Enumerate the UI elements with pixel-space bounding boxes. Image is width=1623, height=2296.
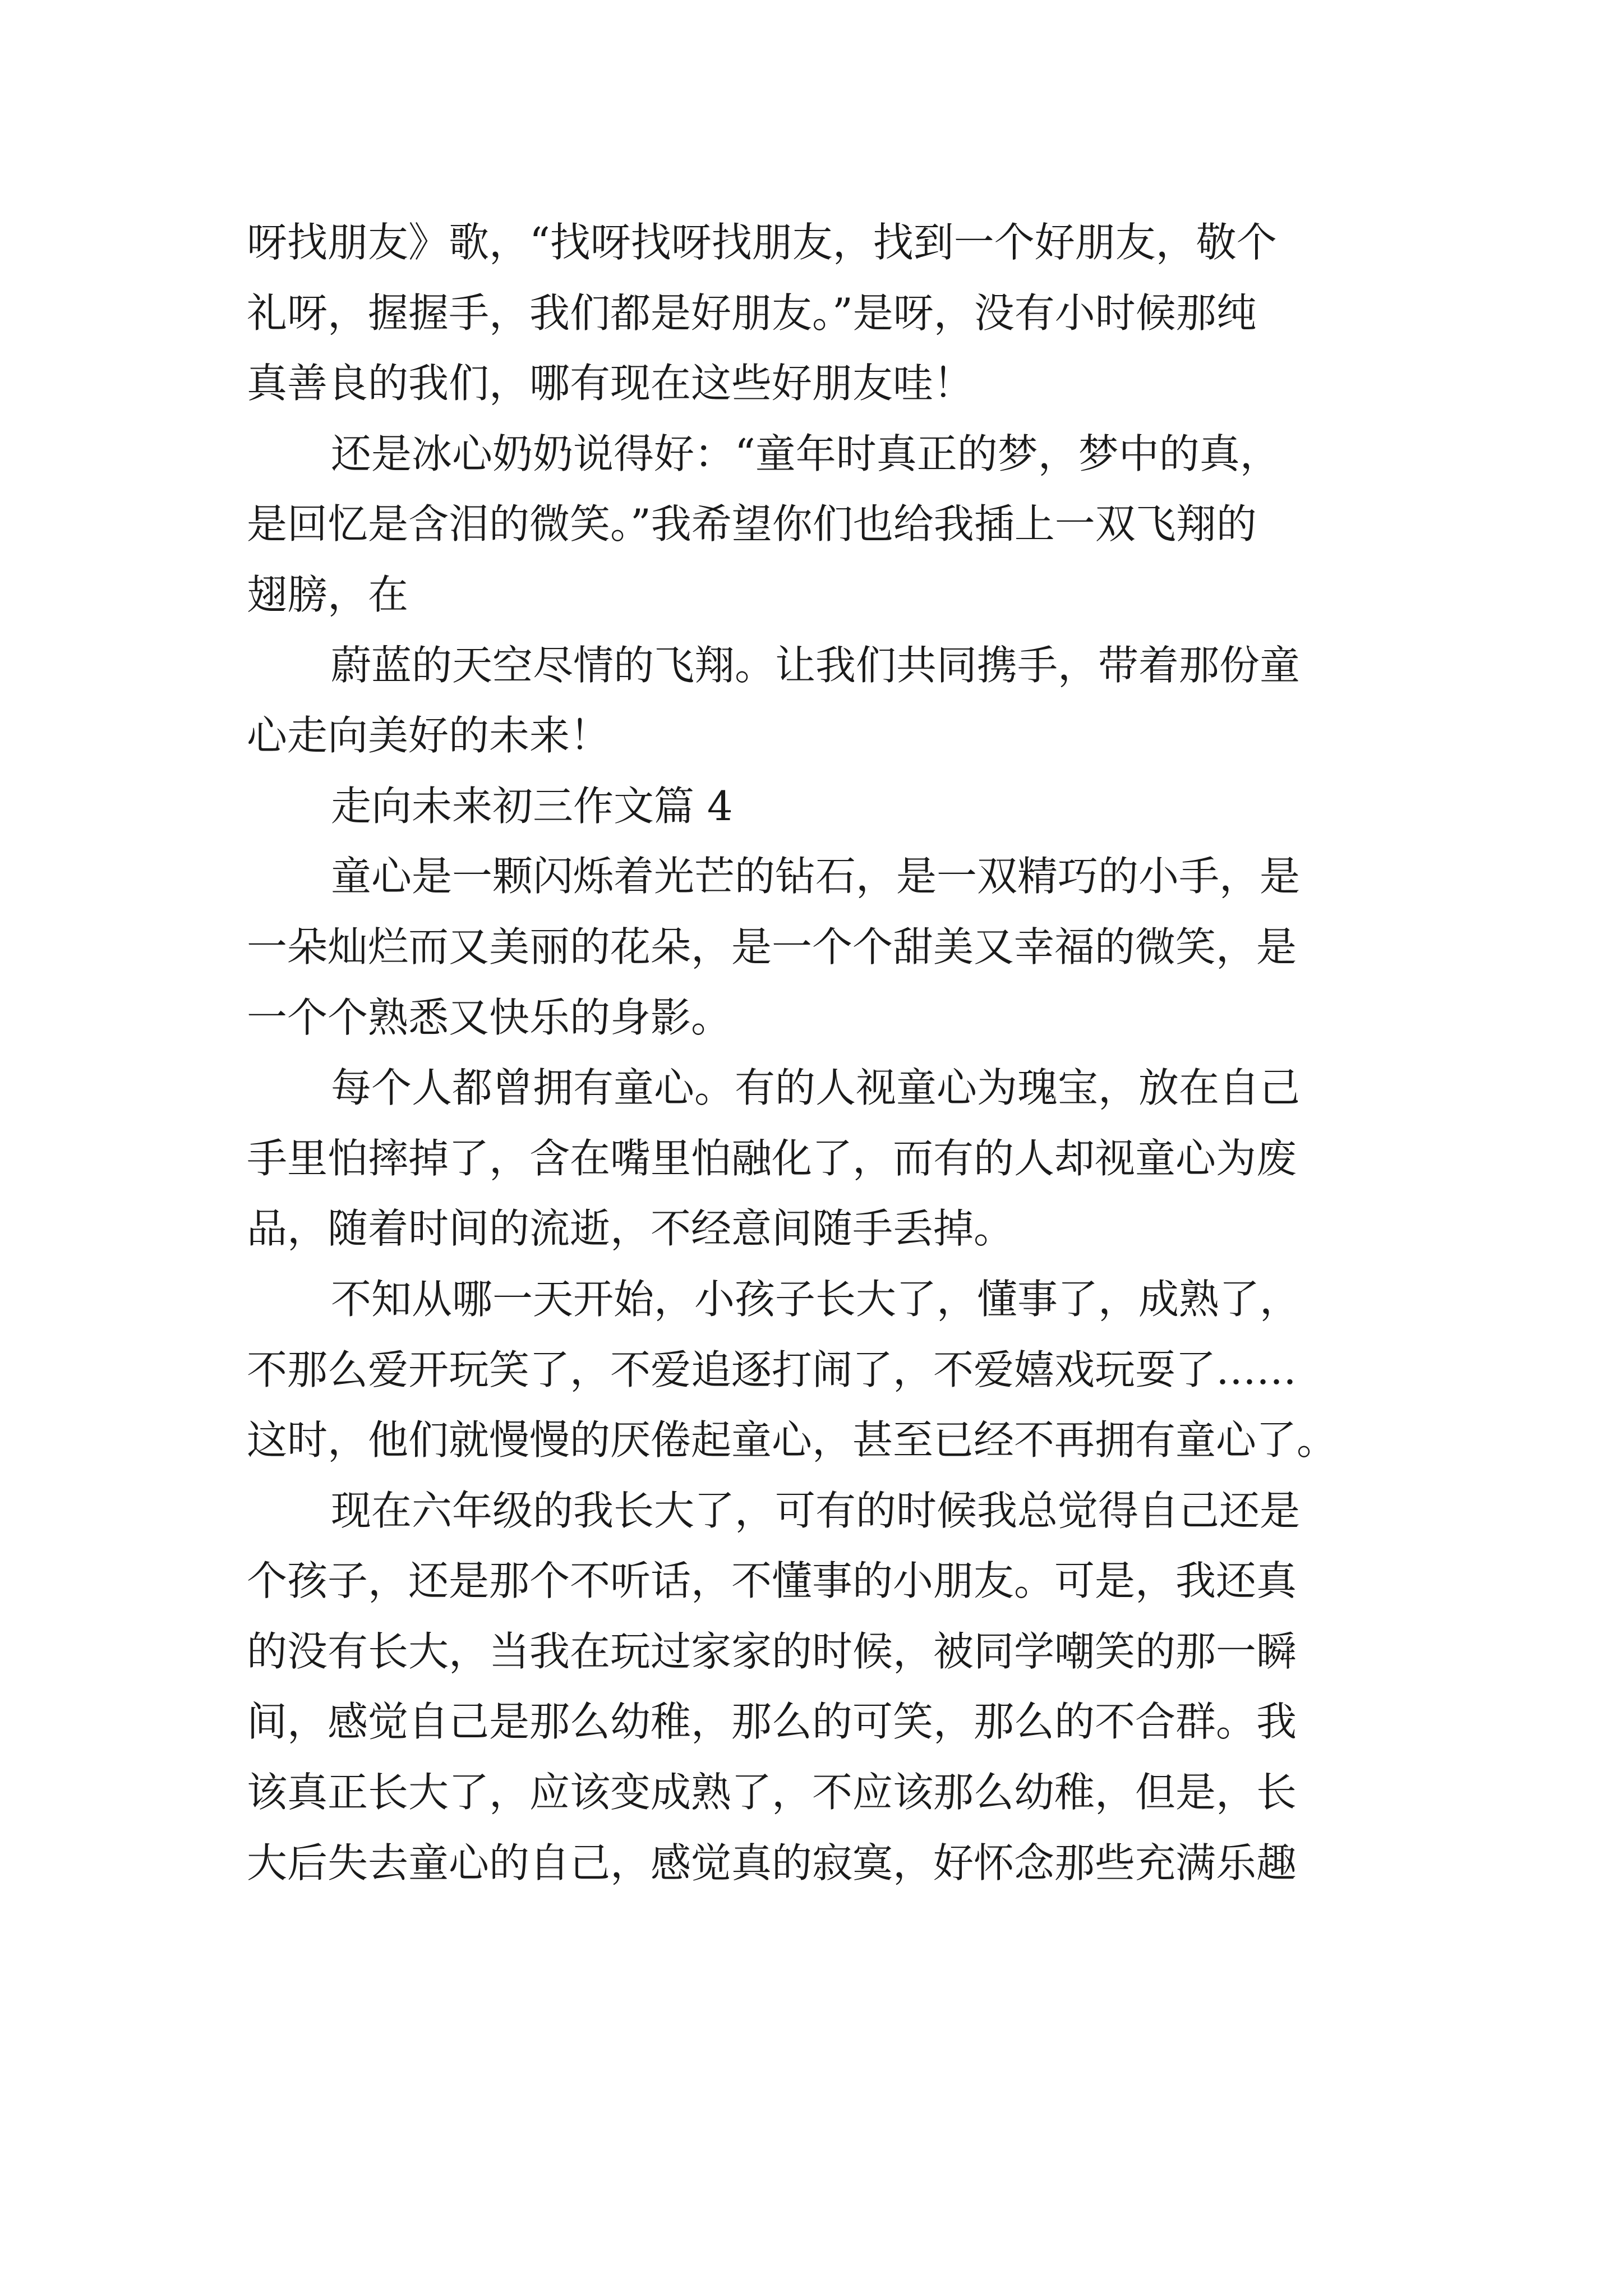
text-line: 的没有长大，当我在玩过家家的时候，被同学嘲笑的那一瞬 <box>247 1627 1297 1675</box>
text-line: 手里怕摔掉了，含在嘴里怕融化了，而有的人却视童心为废 <box>247 1134 1297 1182</box>
text-line: 一朵灿烂而又美丽的花朵，是一个个甜美又幸福的微笑，是 <box>247 923 1297 970</box>
text-line: 品，随着时间的流逝，不经意间随手丢掉。 <box>247 1205 1015 1253</box>
section-heading: 走向未来初三作文篇 4 <box>331 782 733 830</box>
text-line: 真善良的我们，哪有现在这些好朋友哇！ <box>247 360 974 407</box>
text-line: 是回忆是含泪的微笑。”我希望你们也给我插上一双飞翔的 <box>247 500 1257 548</box>
paragraph-start-line: 还是冰心奶奶说得好：“童年时真正的梦，梦中的真， <box>331 430 1280 477</box>
text-line: 翅膀，在 <box>247 570 409 618</box>
text-line: 个孩子，还是那个不听话，不懂事的小朋友。可是，我还真 <box>247 1557 1297 1605</box>
text-line: 这时，他们就慢慢的厌倦起童心，甚至已经不再拥有童心了。 <box>247 1416 1338 1464</box>
text-line: 该真正长大了，应该变成熟了，不应该那么幼稚，但是，长 <box>247 1769 1297 1816</box>
text-line: 呀找朋友》歌，“找呀找呀找朋友，找到一个好朋友，敬个 <box>247 219 1277 266</box>
text-line: 不那么爱开玩笑了，不爱追逐打闹了，不爱嬉戏玩耍了…… <box>247 1346 1297 1393</box>
paragraph-start-line: 不知从哪一天开始，小孩子长大了，懂事了，成熟了， <box>331 1275 1301 1323</box>
paragraph-start-line: 童心是一颗闪烁着光芒的钻石，是一双精巧的小手，是 <box>331 853 1301 900</box>
text-line: 心走向美好的未来！ <box>247 712 611 760</box>
text-line: 一个个熟悉又快乐的身影。 <box>247 993 732 1041</box>
paragraph-start-line: 现在六年级的我长大了，可有的时候我总觉得自己还是 <box>331 1487 1301 1534</box>
paragraph-start-line: 每个人都曾拥有童心。有的人视童心为瑰宝，放在自己 <box>331 1064 1301 1112</box>
body-text <box>247 208 1402 1898</box>
text-line: 大后失去童心的自己，感觉真的寂寞，好怀念那些充满乐趣 <box>247 1839 1297 1887</box>
paragraph-start-line: 蔚蓝的天空尽情的飞翔。让我们共同携手，带着那份童 <box>331 641 1301 689</box>
text-line: 间，感觉自己是那么幼稚，那么的可笑，那么的不合群。我 <box>247 1698 1297 1746</box>
text-line: 礼呀，握握手，我们都是好朋友。”是呀，没有小时候那纯 <box>247 289 1257 337</box>
